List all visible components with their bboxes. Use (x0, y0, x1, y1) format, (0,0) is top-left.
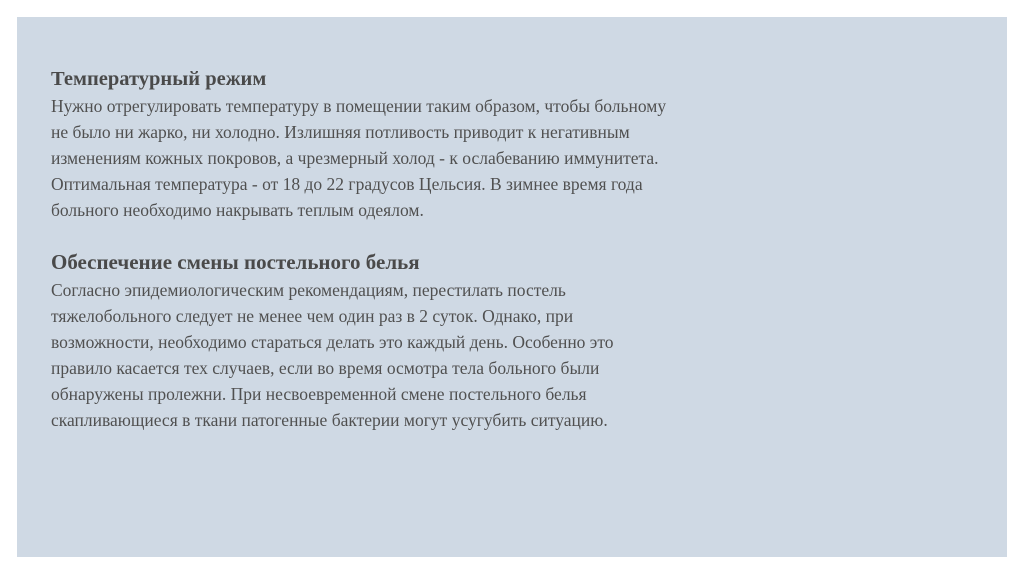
paragraph-line: Оптимальная температура - от 18 до 22 градусов Цельсия. В зимнее время года (51, 174, 643, 194)
paragraph-line: Согласно эпидемиологическим рекомендациям, перестилать постель (51, 280, 566, 300)
section-bedding (51, 247, 811, 433)
slide-content (51, 65, 811, 433)
section-heading: Температурный режим (51, 68, 267, 90)
paragraph-line: больного необходимо накрывать теплым одеялом. (51, 200, 424, 220)
paragraph-line: обнаружены пролежни. При несвоевременной смене постельного белья (51, 384, 587, 404)
paragraph-line: изменениям кожных покровов, а чрезмерный холод - к ослабеванию иммунитета. (51, 148, 659, 168)
section-heading: Обеспечение смены постельного белья (51, 250, 420, 274)
slide (17, 17, 1007, 557)
paragraph-line: скапливающиеся в ткани патогенные бактерии могут усугубить ситуацию. (51, 410, 608, 430)
paragraph-line: тяжелобольного следует не менее чем один раз в 2 суток. Однако, при (51, 306, 574, 326)
paragraph-line: правило касается тех случаев, если во время осмотра тела больного были (51, 358, 600, 378)
paragraph-line: Нужно отрегулировать температуру в помещении таким образом, чтобы больному (51, 96, 667, 116)
paragraph-line: возможности, необходимо стараться делать это каждый день. Особенно это (51, 332, 614, 352)
paragraph-line: не было ни жарко, ни холодно. Излишняя потливость приводит к негативным (51, 122, 630, 142)
section-temperature (51, 65, 811, 223)
